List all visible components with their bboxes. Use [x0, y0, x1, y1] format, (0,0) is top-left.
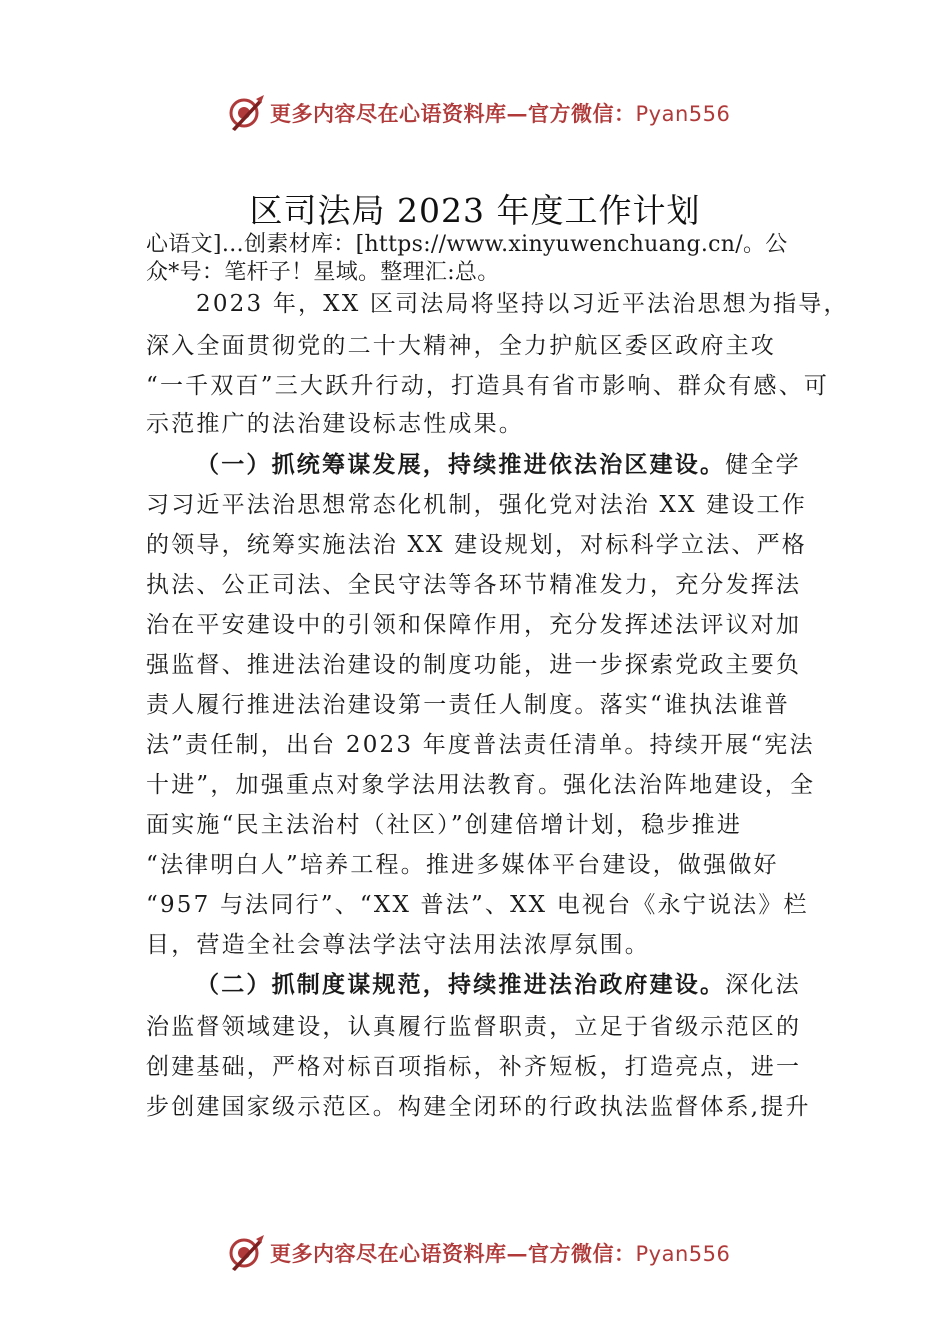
pen-logo-icon	[226, 93, 266, 133]
pen-logo-icon	[226, 1233, 266, 1273]
section1-line: 责人履行推进法治建设第一责任人制度。落实“谁执法谁普	[146, 692, 790, 718]
section1-line: 的领导，统筹实施法治 XX 建设规划，对标科学立法、严格	[146, 532, 807, 558]
header-banner	[226, 93, 746, 133]
section2-line: 治监督领域建设，认真履行监督职责，立足于省级示范区的	[146, 1014, 802, 1040]
intro-line: 2023 年，XX 区司法局将坚持以习近平法治思想为指导，	[196, 291, 849, 317]
section1-line: 治在平安建设中的引领和保障作用，充分发挥述法评议对加	[146, 612, 802, 638]
section1-line: 法”责任制，出台 2023 年度普法责任清单。持续开展“宪法	[146, 732, 815, 758]
section2-first-line	[196, 970, 826, 1000]
section1-line: 面实施“民主法治村（社区）”创建倍增计划，稳步推进	[146, 812, 743, 838]
section1-line: 执法、公正司法、全民守法等各环节精准发力，充分发挥法	[146, 572, 802, 598]
section2-heading: （二）抓制度谋规范，持续推进法治政府建设。	[196, 971, 726, 998]
section1-line: “法律明白人”培养工程。推进多媒体平台建设，做强做好	[146, 852, 779, 878]
page-title: 区司法局 2023 年度工作计划	[249, 191, 701, 230]
section1-line: 习习近平法治思想常态化机制，强化党对法治 XX 建设工作	[146, 492, 807, 518]
section2-line: 步创建国家级示范区。构建全闭环的行政执法监督体系,提升	[146, 1094, 811, 1120]
banner-text: 更多内容尽在心语资料库—官方微信：Pyan556	[270, 1241, 731, 1266]
section1-first-line	[196, 450, 826, 480]
source-line: 心语文]…创素材库：[https://www.xinyuwenchuang.cn/。公	[146, 232, 788, 257]
wechat-id: Pyan556	[635, 102, 731, 126]
wechat-id: Pyan556	[635, 1242, 731, 1266]
footer-banner	[226, 1233, 746, 1273]
section2-line: 创建基础，严格对标百项指标，补齐短板，打造亮点，进一	[146, 1054, 802, 1080]
source-line: 众*号：笔杆子！星域。整理汇:总。	[146, 260, 500, 285]
section1-line: 十进”，加强重点对象学法用法教育。强化法治阵地建设，全	[146, 772, 816, 798]
banner-text: 更多内容尽在心语资料库—官方微信：Pyan556	[270, 101, 731, 126]
intro-line: 深入全面贯彻党的二十大精神，全力护航区委区政府主攻	[146, 333, 776, 359]
section1-first-tail: 健全学	[725, 452, 801, 478]
intro-line: 示范推广的法治建设标志性成果。	[146, 411, 524, 437]
section1-heading: （一）抓统筹谋发展，持续推进依法治区建设。	[196, 451, 726, 478]
section1-line: 目，营造全社会尊法学法守法用法浓厚氛围。	[146, 932, 650, 958]
section2-first-tail: 深化法	[725, 972, 801, 998]
section1-line: “957 与法同行”、“XX 普法”、XX 电视台《永宁说法》栏	[146, 892, 809, 918]
intro-line: “一千双百”三大跃升行动，打造具有省市影响、群众有感、可	[146, 373, 830, 399]
section1-line: 强监督、推进法治建设的制度功能，进一步探索党政主要负	[146, 652, 802, 678]
